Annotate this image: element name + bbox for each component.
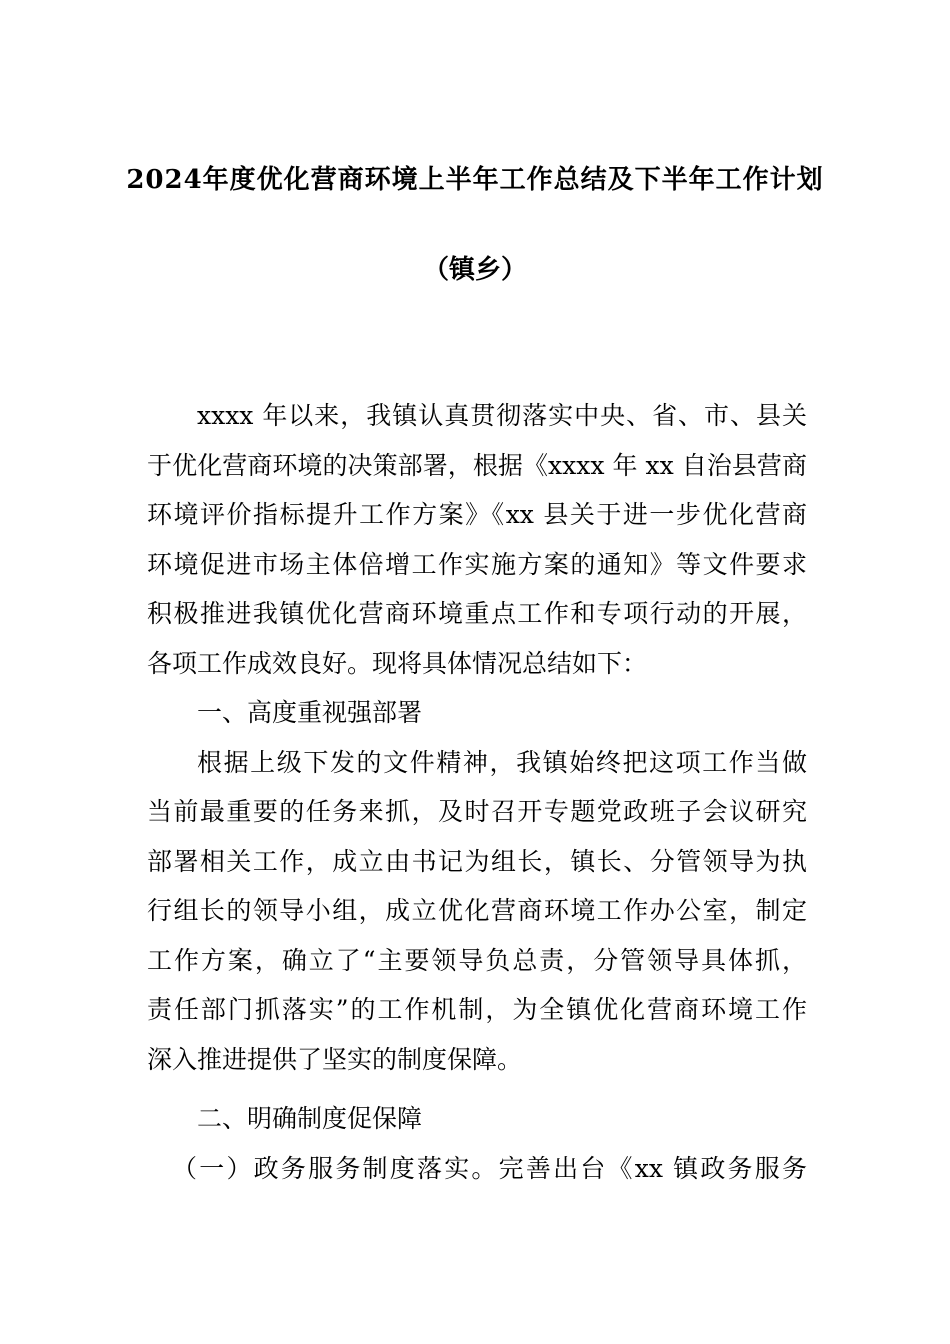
paragraph-section-1 [147, 743, 807, 1090]
text-line: 行组长的领导小组，成立优化营商环境工作办公室，制定 [147, 896, 807, 925]
section-heading-1: 一、高度重视强部署 [197, 698, 423, 727]
paragraph-intro [147, 396, 807, 693]
document-body [147, 396, 807, 1198]
text-line: 根据上级下发的文件精神，我镇始终把这项工作当做 [197, 747, 807, 777]
paragraph-section-2 [147, 1149, 807, 1199]
text-line: 环境促进市场主体倍增工作实施方案的通知》等文件要求 [147, 549, 807, 579]
text-line: 当前最重要的任务来抓，及时召开专题党政班子会议研究 [147, 797, 807, 826]
text-line: 于优化营商环境的决策部署，根据《xxxx 年 xx 自治县营商 [147, 450, 807, 480]
text-line: 责任部门抓落实”的工作机制，为全镇优化营商环境工作 [147, 995, 807, 1024]
text-line: 各项工作成效良好。现将具体情况总结如下： [147, 648, 648, 678]
text-line: 环境评价指标提升工作方案》《xx 县关于进一步优化营商 [147, 500, 807, 529]
document-title: 2024年度优化营商环境上半年工作总结及下半年工作计划 [126, 165, 824, 195]
section-heading-2: 二、明确制度促保障 [197, 1104, 423, 1133]
text-line: xxxx 年以来，我镇认真贯彻落实中央、省、市、县关 [197, 401, 807, 430]
text-line: 积极推进我镇优化营商环境重点工作和专项行动的开展， [147, 599, 807, 628]
text-line: 部署相关工作，成立由书记为组长，镇长、分管领导为执 [147, 846, 807, 876]
paragraph-spacer [147, 1089, 807, 1099]
text-line: 工作方案，确立了“主要领导负总责，分管领导具体抓， [147, 945, 807, 975]
document-subtitle: （镇乡） [422, 255, 527, 285]
text-line: （一）政务服务制度落实。完善出台《xx 镇政务服务 [172, 1153, 807, 1183]
text-line: 深入推进提供了坚实的制度保障。 [147, 1044, 523, 1074]
